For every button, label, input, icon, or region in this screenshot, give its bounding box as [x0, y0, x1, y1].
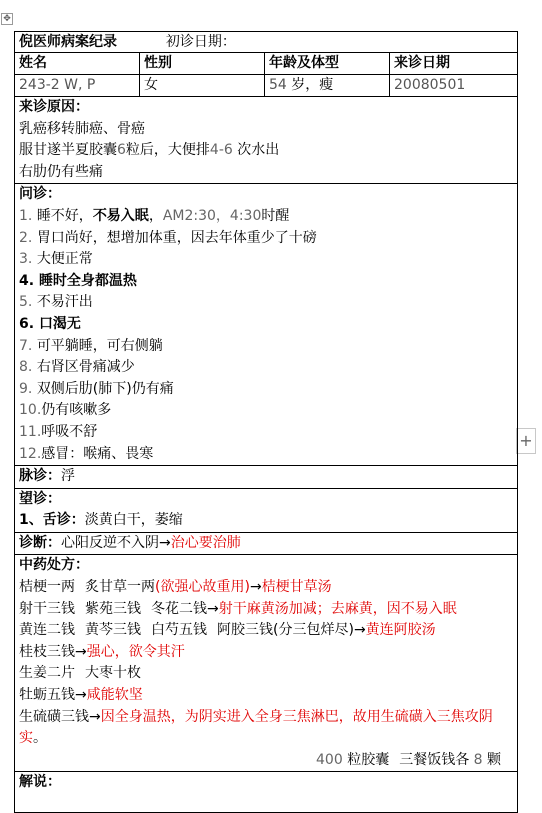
inquiry-item-7 — [19, 336, 513, 358]
inquiry-item-text: 不易汗出 — [36, 294, 93, 311]
inquiry-item-10 — [19, 400, 513, 422]
visit-date: 20080501 — [390, 75, 518, 97]
inquiry-item-1 — [19, 206, 513, 228]
pulse-cell — [15, 466, 518, 489]
medical-record-table — [14, 31, 518, 813]
prescription-row — [15, 555, 518, 772]
dosage-per-meal: 8 — [473, 751, 483, 768]
formula-note: 射干麻黄汤加减；去麻黄，因不易入眠 — [218, 600, 457, 617]
herb: 冬花二钱 — [151, 600, 207, 617]
inquiry-item-text: 口渴无 — [38, 315, 81, 332]
pulse-row — [15, 466, 518, 489]
reason-line-2-num1: 6 — [117, 142, 126, 159]
reason-line-2-c: 次水出 — [237, 142, 280, 159]
herb: 生硫磺三钱 — [19, 708, 89, 725]
arrow-icon: → — [75, 687, 87, 704]
tongue-value: 淡黄白干，萎缩 — [84, 512, 183, 529]
formula-note: 因全身温热，为阴实进入全身三焦淋巴，故用生硫磺入三焦攻阴实 — [19, 708, 493, 747]
herb: 黄连二钱 — [19, 622, 75, 639]
herb: 大枣十枚 — [85, 665, 141, 682]
inquiry-item-number: 4. — [19, 272, 35, 289]
formula-note: 桔梗甘草汤 — [261, 579, 332, 596]
inspection-cell — [15, 488, 518, 532]
dosage-count: 400 — [316, 751, 343, 768]
inquiry-item-8 — [19, 357, 513, 379]
header-visit-date: 来诊日期 — [390, 53, 518, 75]
inquiry-label: 问诊： — [19, 186, 61, 203]
inquiry-item-times: AM2:30，4:30 — [162, 207, 262, 224]
inquiry-item-text: 呼吸不舒 — [41, 423, 98, 440]
inquiry-item-text: 睡时全身都温热 — [38, 272, 137, 289]
prescription-line-4 — [19, 642, 513, 664]
diagnosis-cell — [15, 532, 518, 555]
reason-line-2 — [19, 140, 513, 162]
pulse-value: 浮 — [61, 468, 75, 485]
inquiry-item-text: 双侧后肋(肺下)仍有痛 — [36, 380, 174, 397]
inquiry-item-text: 胃口尚好，想增加体重，因去年体重少了十磅 — [36, 229, 317, 246]
herb: 生姜二片 — [19, 665, 75, 682]
inquiry-item-text: 睡不好， — [36, 207, 93, 224]
inquiry-item-text-bold: 不易入眠 — [92, 207, 149, 224]
diagnosis-label: 诊断： — [19, 534, 61, 551]
prescription-line-3 — [19, 620, 513, 642]
add-column-button[interactable]: + — [516, 428, 536, 454]
inquiry-item-number: 2. — [19, 229, 33, 246]
herb-note: (欲强心故重用) — [155, 579, 250, 596]
period: 。 — [33, 730, 47, 747]
inquiry-item-text: 可平躺睡，可右侧躺 — [36, 337, 163, 354]
patient-sex: 女 — [140, 75, 265, 97]
diagnosis-row — [15, 532, 518, 555]
inquiry-item-number: 1. — [19, 207, 33, 224]
formula-note: 黄连阿胶汤 — [365, 622, 436, 639]
inspection-row — [15, 488, 518, 532]
inquiry-item-6 — [19, 314, 513, 336]
herb: 桔梗一两 — [19, 579, 75, 596]
reason-row — [15, 97, 518, 184]
prescription-line-7 — [19, 707, 513, 750]
dosage-line — [19, 750, 513, 772]
inquiry-row — [15, 184, 518, 466]
header-name: 姓名 — [15, 53, 140, 75]
herb: 紫苑三钱 — [85, 600, 141, 617]
inquiry-item-number: 12. — [19, 445, 42, 462]
inquiry-item-number: 11. — [19, 423, 42, 440]
table-move-handle[interactable]: ✥ — [1, 13, 13, 25]
herb: 白芍五钱 — [151, 622, 207, 639]
age-number: 54 — [269, 77, 287, 93]
herb: 黄芩三钱 — [85, 622, 141, 639]
inquiry-item-text: 大便正常 — [36, 251, 93, 268]
herb: 阿胶三钱(分三包烊尽) — [217, 622, 354, 639]
arrow-icon: → — [249, 579, 262, 596]
explanation-label: 解说： — [19, 774, 61, 791]
dosage-text: 粒胶囊 — [347, 751, 390, 768]
age-body-type: 岁，瘦 — [291, 77, 334, 93]
arrow-icon: → — [89, 708, 101, 725]
inquiry-item-number: 6. — [19, 315, 35, 332]
prescription-cell — [15, 555, 518, 772]
diagnosis-value: 心阳反逆不入阴 — [61, 534, 159, 551]
inquiry-item-2 — [19, 228, 513, 250]
herb: 牡蛎五钱 — [19, 687, 75, 704]
reason-line-2-a: 服甘遂半夏胶囊 — [19, 142, 117, 159]
inquiry-item-number: 7. — [19, 337, 33, 354]
patient-values-row — [15, 75, 518, 97]
diagnosis-note: 治心要治肺 — [170, 534, 241, 551]
dosage-text: 三餐饭钱各 — [399, 751, 470, 768]
patient-age — [265, 75, 390, 97]
header-age: 年龄及体型 — [265, 53, 390, 75]
reason-line-1: 乳癌移转肺癌、骨癌 — [19, 120, 145, 137]
first-visit-label: 初诊日期： — [165, 34, 236, 50]
inquiry-item-4 — [19, 271, 513, 293]
inquiry-cell — [15, 184, 518, 466]
prescription-line-1 — [19, 577, 513, 599]
title-cell — [15, 32, 518, 53]
herb: 炙甘草一两 — [85, 579, 155, 596]
explanation-cell — [15, 772, 518, 813]
arrow-icon: → — [75, 643, 87, 660]
inquiry-item-12 — [19, 444, 513, 466]
reason-cell — [15, 97, 518, 184]
inspection-label: 望诊： — [19, 490, 61, 507]
inquiry-item-number: 3. — [19, 251, 33, 268]
patient-name: 243-2 W, P — [15, 75, 140, 97]
formula-note: 强心，欲令其汗 — [86, 643, 185, 660]
dosage-text: 颗 — [487, 751, 502, 768]
arrow-icon: → — [159, 534, 171, 551]
inquiry-item-number: 8. — [19, 359, 33, 376]
inquiry-item-text: 仍有咳嗽多 — [41, 402, 112, 419]
arrow-icon: → — [207, 600, 219, 617]
prescription-line-5 — [19, 663, 513, 685]
patient-header-row — [15, 53, 518, 75]
reason-label: 来诊原因： — [19, 99, 89, 115]
pulse-label: 脉诊： — [19, 468, 61, 485]
reason-line-3: 右肋仍有些痛 — [19, 163, 103, 180]
reason-line-2-num2: 4-6 — [209, 142, 233, 159]
prescription-line-6 — [19, 685, 513, 707]
prescription-line-2 — [19, 599, 513, 621]
inquiry-item-text: ， — [148, 207, 163, 224]
record-title: 倪医师病案纪录 — [19, 34, 117, 50]
herb: 射干三钱 — [19, 600, 75, 617]
inquiry-item-9 — [19, 379, 513, 401]
inquiry-item-number: 9. — [19, 380, 33, 397]
header-sex: 性别 — [140, 53, 265, 75]
inquiry-item-number: 5. — [19, 294, 33, 311]
explanation-row — [15, 772, 518, 813]
inquiry-item-3 — [19, 249, 513, 271]
arrow-icon: → — [353, 622, 366, 639]
inquiry-item-text: 右肾区骨痛减少 — [36, 359, 135, 376]
reason-line-2-b: 粒后，大便排 — [125, 142, 210, 159]
inquiry-item-number: 10. — [19, 402, 42, 419]
formula-note: 咸能软坚 — [86, 687, 143, 704]
herb: 桂枝三钱 — [19, 643, 75, 660]
title-row — [15, 32, 518, 53]
inquiry-item-text: 时醒 — [261, 207, 290, 224]
inquiry-item-11 — [19, 422, 513, 444]
prescription-label: 中药处方： — [19, 557, 89, 574]
inquiry-item-5 — [19, 292, 513, 314]
inquiry-item-text: 感冒：喉痛、畏寒 — [41, 445, 154, 462]
tongue-label: 1、舌诊： — [19, 512, 85, 529]
